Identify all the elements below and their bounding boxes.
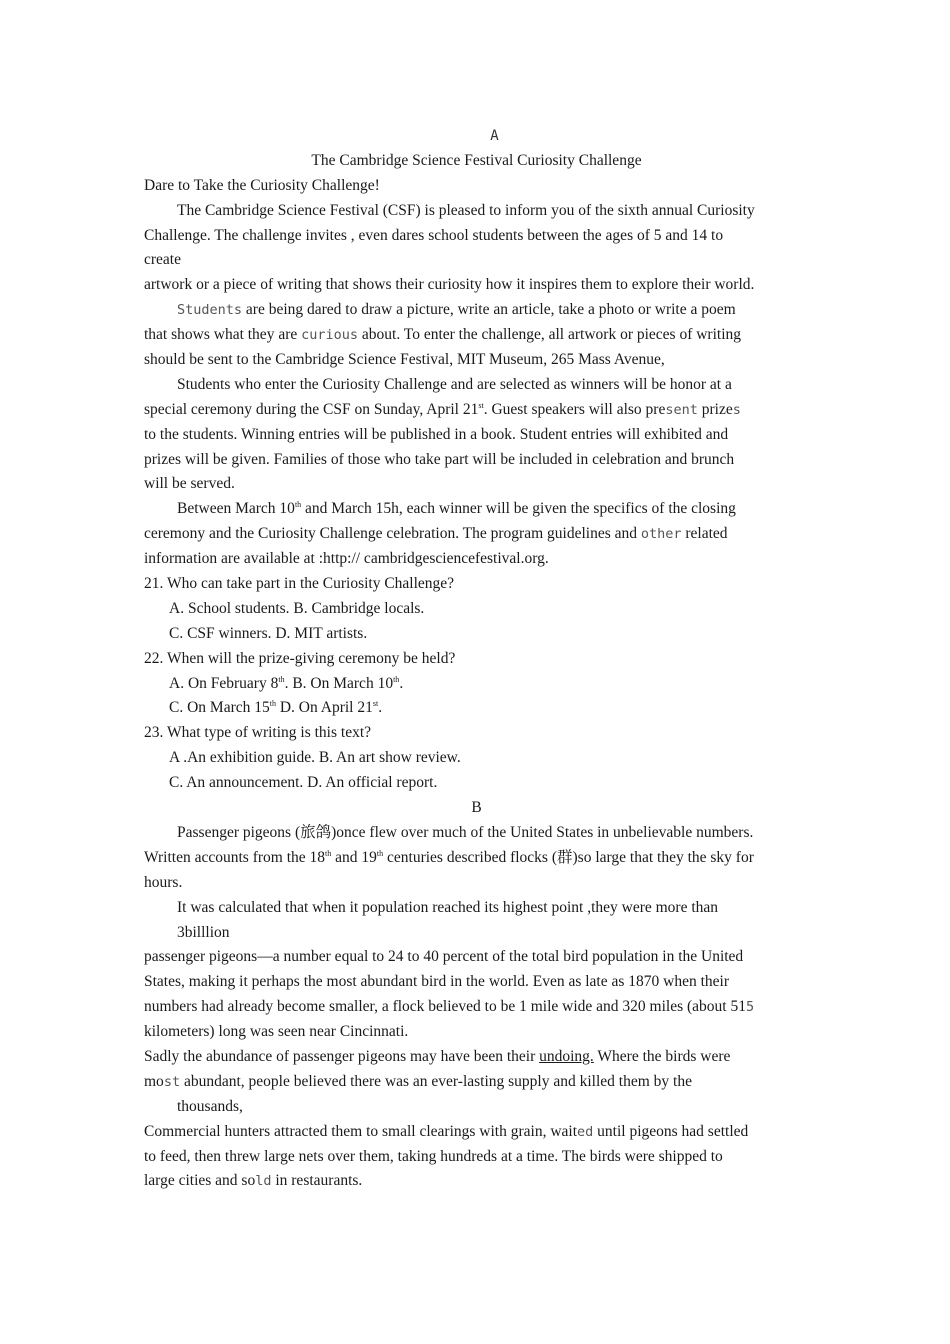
- text-line: [144, 398, 809, 423]
- text-span: numbers had already become smaller, a flock believed to be 1 mile wide and 320 miles (about 51: [144, 998, 746, 1016]
- text-line: artwork or a piece of writing that shows their curiosity how it inspires them to explore their world.: [144, 276, 755, 294]
- text-line: [144, 995, 809, 1020]
- text-span: ceremony and the Curiosity Challenge celebration. The program guidelines and: [144, 525, 641, 543]
- section-b-label: B: [471, 799, 482, 817]
- mono-word: ed: [577, 1123, 594, 1140]
- text-span: C. On March 15: [169, 699, 270, 717]
- paragraph-b3: [144, 1045, 809, 1120]
- superscript: th: [393, 674, 400, 684]
- text-span: until pigeons had settled: [593, 1122, 749, 1140]
- text-line: [144, 1169, 809, 1194]
- question-options: C. An announcement. D. An official report.: [169, 774, 438, 792]
- question-21: [144, 572, 809, 647]
- text-span: special ceremony during the CSF on Sunday, April 21: [144, 400, 479, 418]
- paragraph-a4: [144, 497, 809, 572]
- text-line: [144, 1070, 809, 1095]
- text-line: to feed, then threw large nets over them, taking hundreds at a time. The birds were shipped to: [144, 1147, 723, 1165]
- section-a-label: A: [490, 128, 499, 144]
- paragraph-b2: [144, 896, 809, 1045]
- text-line: passenger pigeons—a number equal to 24 to 40 percent of the total bird population in the United: [144, 948, 744, 966]
- text-line: [144, 298, 809, 323]
- mono-word: s: [732, 401, 741, 418]
- superscript: st: [372, 699, 379, 709]
- superscript: st: [478, 400, 484, 410]
- text-span: . Guest speakers will also pre: [483, 400, 666, 418]
- superscript: th: [325, 848, 332, 858]
- text-line: kilometers) long was seen near Cincinnati.: [144, 1023, 409, 1041]
- superscript: th: [376, 848, 384, 858]
- text-line: will be served.: [144, 475, 235, 493]
- text-line: Challenge. The challenge invites , even dares school students between the ages of 5 and 14 to: [144, 226, 724, 244]
- text-span: large cities and so: [144, 1172, 256, 1190]
- text-line: prizes will be given. Families of those who take part will be included in celebration and brunch: [144, 450, 735, 468]
- text-line: [144, 1120, 809, 1145]
- mono-word: sent: [665, 401, 698, 418]
- text-span: .: [399, 674, 404, 692]
- paragraph-b4: [144, 1120, 809, 1195]
- text-span: Between March 10: [177, 500, 295, 518]
- text-line: States, making it perhaps the most abundant bird in the world. Even as late as 1870 when their: [144, 973, 729, 991]
- text-span: and March 15h, each winner will be given the specifics of the closing: [301, 500, 736, 518]
- question-options: C. CSF winners. D. MIT artists.: [169, 624, 368, 642]
- question-stem: 23. What type of writing is this text?: [144, 724, 372, 742]
- text-span: prize: [697, 400, 733, 418]
- text-line: should be sent to the Cambridge Science Festival, MIT Museum, 265 Mass Avenue,: [144, 351, 665, 369]
- text-span: related: [681, 525, 728, 543]
- text-span: in restaurants.: [271, 1172, 363, 1190]
- question-23: [144, 721, 809, 796]
- text-span: Where the birds were: [593, 1047, 731, 1065]
- mono-word: ld: [255, 1173, 272, 1190]
- underlined-word: undoing.: [539, 1047, 594, 1065]
- text-line: The Cambridge Science Festival (CSF) is pleased to inform you of the sixth annual Curiosity: [177, 201, 755, 219]
- text-span: A. On February 8: [169, 674, 279, 692]
- question-options: A. School students. B. Cambridge locals.: [169, 599, 425, 617]
- text-span: Commercial hunters attracted them to small clearings with grain, wait: [144, 1122, 578, 1140]
- question-stem: 22. When will the prize-giving ceremony be held?: [144, 649, 456, 667]
- text-line: [144, 323, 809, 348]
- article-title: The Cambridge Science Festival Curiosity Challenge: [311, 151, 642, 169]
- superscript: th: [294, 500, 302, 510]
- text-line: [144, 522, 809, 547]
- paragraph-a2: [144, 298, 809, 373]
- text-span: D. On April 21: [275, 699, 373, 717]
- text-span: mo: [144, 1072, 164, 1090]
- text-span: .: [378, 699, 383, 717]
- question-options: [144, 672, 809, 697]
- text-line: hours.: [144, 873, 183, 891]
- text-span: centuries described flocks (群)so large that they the sky for: [383, 848, 754, 866]
- mono-word: other: [640, 526, 682, 543]
- text-line: information are available at :http:// cambridgesciencefestival.org.: [144, 550, 549, 568]
- article-heading: Dare to Take the Curiosity Challenge!: [144, 176, 380, 194]
- mono-word: Students: [177, 302, 243, 319]
- superscript: th: [269, 699, 276, 709]
- text-span: abundant, people believed there was an ever-lasting supply and killed them by the: [180, 1072, 692, 1090]
- text-line: thousands,: [177, 1097, 243, 1115]
- text-span: Sadly the abundance of passenger pigeons may have been their: [144, 1047, 540, 1065]
- text-line: 3billlion: [177, 923, 230, 941]
- text-line: Passenger pigeons (旅鸽)once flew over much of the United States in unbelievable numbers.: [177, 823, 754, 841]
- text-span: about. To enter the challenge, all artwork or pieces of writing: [358, 326, 742, 344]
- mono-word: 5: [745, 999, 755, 1016]
- question-stem: 21. Who can take part in the Curiosity Challenge?: [144, 575, 455, 593]
- text-span: are being dared to draw a picture, write an article, take a photo or write a poem: [242, 301, 736, 319]
- paragraph-b1: [144, 821, 809, 896]
- text-line: [144, 497, 809, 522]
- text-line: It was calculated that when it population reached its highest point ,they were more than: [177, 898, 719, 916]
- paragraph-a1: [144, 199, 809, 299]
- text-line: [144, 846, 809, 871]
- mono-word: curious: [301, 327, 359, 344]
- text-line: to the students. Winning entries will be published in a book. Student entries will exhibited and: [144, 425, 729, 443]
- text-line: create: [144, 251, 181, 269]
- mono-word: st: [163, 1073, 181, 1090]
- text-line: Students who enter the Curiosity Challenge and are selected as winners will be honor at a: [177, 375, 732, 393]
- question-options: [144, 696, 809, 721]
- paragraph-a3: [144, 373, 809, 497]
- superscript: th: [278, 674, 285, 684]
- text-span: that shows what they are: [144, 326, 302, 344]
- text-span: and 19: [331, 848, 377, 866]
- text-span: . B. On March 10: [284, 674, 394, 692]
- document-page: [144, 124, 809, 1194]
- text-span: Written accounts from the 18: [144, 848, 326, 866]
- question-options: A .An exhibition guide. B. An art show review.: [169, 749, 461, 767]
- question-22: [144, 647, 809, 722]
- text-line: [144, 1045, 809, 1070]
